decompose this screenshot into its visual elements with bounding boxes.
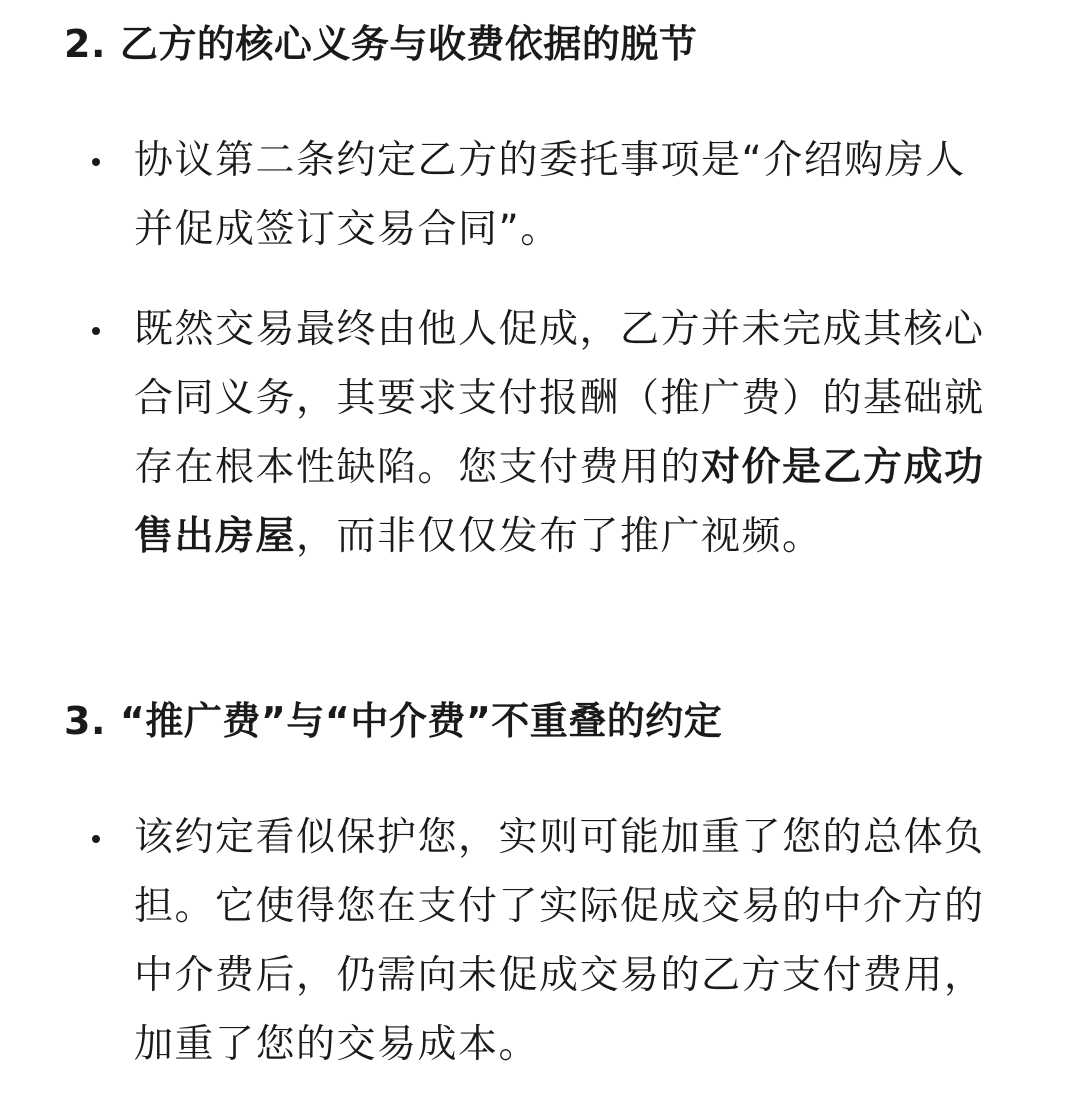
bullet-text xyxy=(134,126,1004,264)
bullet-text-content: 协议第二条约定乙方的委托事项是“介绍购房人并促成签订交易合同”。 xyxy=(134,138,966,252)
section-number: 3. xyxy=(64,699,106,743)
bullet-text xyxy=(134,295,1004,571)
bullet-icon xyxy=(92,158,100,166)
bullet-text-content: 该约定看似保护您，实则可能加重了您的总体负担。它使得您在支付了实际促成交易的中介方的中介费后，仍需向未促成交易的乙方支付费用，加重了您的交易成本。 xyxy=(134,815,985,1067)
section-title: 乙方的核心义务与收费依据的脱节 xyxy=(119,22,698,66)
section-number: 2. xyxy=(64,22,106,66)
bullet-text-content: 既然交易最终由他人促成，乙方并未完成其核心合同义务，其要求支付报酬（推广费）的基础就存在根本性缺陷。您支付费用的 xyxy=(134,307,985,490)
bullet-text xyxy=(134,803,1004,1079)
section-title: “推广费”与“中介费”不重叠的约定 xyxy=(119,699,723,743)
bullet-text-emphasis: 对价是乙方成功售出房屋 xyxy=(134,445,985,559)
bullet-icon xyxy=(92,835,100,843)
bullet-text-content: ，而非仅仅发布了推广视频。 xyxy=(296,514,823,559)
bullet-icon xyxy=(92,327,100,335)
section-heading xyxy=(64,697,722,745)
section-heading xyxy=(64,20,697,68)
